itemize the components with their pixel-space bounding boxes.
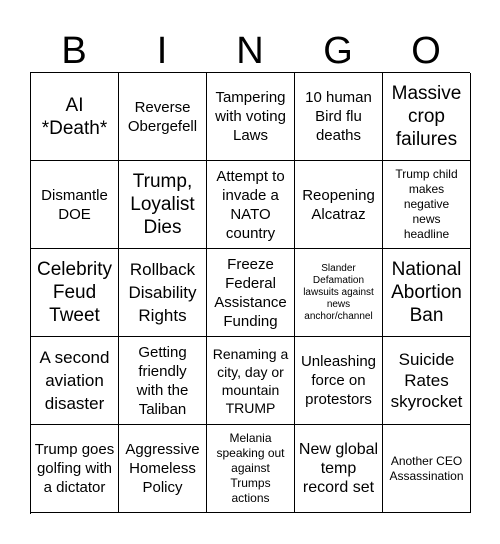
bingo-cell[interactable]: [119, 73, 207, 161]
header-letter-b: B: [61, 30, 87, 72]
bingo-cell[interactable]: [31, 337, 119, 425]
cell-text: Massive crop failures: [391, 83, 462, 150]
header-letter-o: O: [411, 30, 441, 72]
cell-text: Trump, Loyalist Dies: [130, 171, 195, 238]
bingo-cell[interactable]: [31, 249, 119, 337]
bingo-cell[interactable]: [295, 161, 383, 249]
cell-text: New global temp record set: [298, 441, 379, 496]
cell-text: Slander Defamation lawsuits against news anchor/channel: [303, 262, 374, 322]
bingo-header: [30, 30, 470, 72]
bingo-cell[interactable]: [119, 161, 207, 249]
bingo-cell[interactable]: [119, 425, 207, 513]
bingo-cell[interactable]: [207, 73, 295, 161]
bingo-cell[interactable]: [207, 337, 295, 425]
header-letter-g: G: [323, 30, 353, 72]
cell-text: Another CEO Assassination: [389, 453, 464, 483]
bingo-cell[interactable]: [295, 249, 383, 337]
cell-text: Melania speaking out against Trumps actions: [216, 431, 285, 505]
cell-text: Renaming a city, day or mountain TRUMP: [212, 345, 289, 416]
cell-text: Reverse Obergefell: [127, 98, 198, 135]
bingo-cell[interactable]: [31, 425, 119, 513]
bingo-cell[interactable]: [295, 73, 383, 161]
cell-text: A second aviation disaster: [39, 348, 110, 413]
bingo-cell[interactable]: [383, 161, 471, 249]
cell-text: Suicide Rates skyrocket: [390, 350, 463, 411]
bingo-cell[interactable]: [31, 161, 119, 249]
bingo-cell[interactable]: [295, 425, 383, 513]
cell-text: Attempt to invade a NATO country: [216, 167, 285, 242]
cell-text: Trump child makes negative news headline: [395, 167, 458, 241]
cell-text: AI *Death*: [41, 94, 108, 139]
bingo-cell[interactable]: [119, 249, 207, 337]
bingo-cell[interactable]: [207, 249, 295, 337]
cell-text: Dismantle DOE: [41, 186, 108, 223]
bingo-cell[interactable]: [119, 337, 207, 425]
header-letter-i: I: [156, 30, 168, 72]
bingo-cell[interactable]: [207, 161, 295, 249]
bingo-cell[interactable]: [383, 73, 471, 161]
cell-text: National Abortion Ban: [391, 259, 462, 326]
cell-text: Trump goes golfing with a dictator: [34, 441, 115, 496]
cell-text: 10 human Bird flu deaths: [305, 89, 372, 144]
header-letter-n: N: [236, 30, 264, 72]
cell-text: Unleashing force on protestors: [300, 353, 377, 408]
bingo-cell[interactable]: [295, 337, 383, 425]
bingo-cell[interactable]: [207, 425, 295, 513]
cell-text: Getting friendly with the Taliban: [136, 343, 189, 418]
bingo-cell[interactable]: [383, 337, 471, 425]
bingo-board: [30, 72, 470, 514]
cell-text: Rollback Disability Rights: [128, 260, 197, 325]
bingo-cell[interactable]: [31, 73, 119, 161]
cell-text: Tampering with voting Laws: [215, 89, 286, 144]
cell-text: Celebrity Feud Tweet: [37, 259, 112, 326]
cell-text: Freeze Federal Assistance Funding: [214, 255, 287, 330]
bingo-cell[interactable]: [383, 425, 471, 513]
cell-text: Reopening Alcatraz: [302, 186, 375, 223]
cell-text: Aggressive Homeless Policy: [125, 441, 200, 496]
bingo-cell[interactable]: [383, 249, 471, 337]
